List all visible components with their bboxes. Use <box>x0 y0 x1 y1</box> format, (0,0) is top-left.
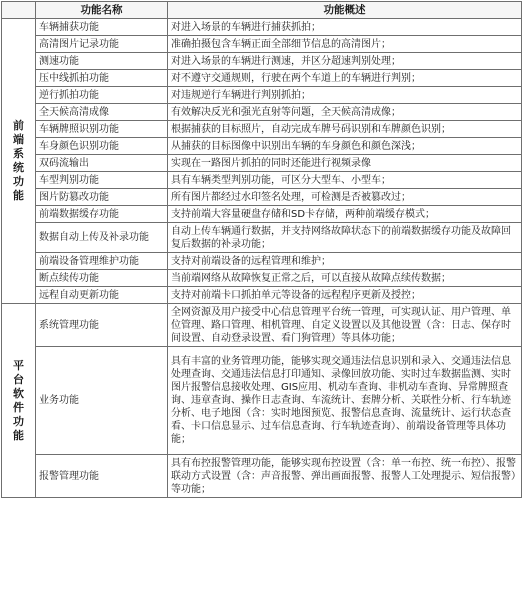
function-name-cell: 前端设备管理维护功能 <box>36 253 168 270</box>
function-desc-cell: 全网资源及用户接受中心信息管理平台统一管理，可实现认证、用户管理、单位管理、路口管理、相机管理、自定义设置以及其他设置（含：日志、保存时间设置、自动登录设置、看门狗管理）等具体功能； <box>168 304 522 347</box>
table-row <box>2 155 522 172</box>
function-desc-cell: 支持对前端设备的远程管理和维护； <box>168 253 522 270</box>
table-row <box>2 347 522 455</box>
function-desc-cell: 对不遵守交通规则，行驶在两个车道上的车辆进行判别； <box>168 70 522 87</box>
function-desc-cell: 具有丰富的业务管理功能，能够实现交通违法信息识别和录入、交通违法信息处理查询、交通违法信息打印通知、录像回放功能、实时过车数据监测、实时图片报警信息接收处理、GIS应用、机动车查询、非机动车查询、异常牌照查询、违章查询、操作日志查询、车流统计、套牌分析、关联性分析、行车轨迹分析、电子地图（含：实时地图预览、报警信息查询、流量统计、运行状态查看、卡口信息显示、过车信息查询、行车轨迹查询）、前端设备管理等具体功能； <box>168 347 522 455</box>
category-char: 功 <box>13 414 24 428</box>
table-row <box>2 138 522 155</box>
table-row <box>2 270 522 287</box>
table-row <box>2 287 522 304</box>
function-desc-cell: 支持对前端卡口抓拍单元等设备的远程程序更新及授控； <box>168 287 522 304</box>
category-char: 软 <box>13 386 24 400</box>
table-row <box>2 253 522 270</box>
category-label <box>2 359 35 443</box>
function-name-cell: 业务功能 <box>36 347 168 455</box>
table-row <box>2 121 522 138</box>
function-desc-header: 功能概述 <box>168 2 522 19</box>
table-row <box>2 304 522 347</box>
function-desc-cell: 所有图片都经过水印签名处理，可检测是否被篡改过； <box>168 189 522 206</box>
category-char: 平 <box>13 358 24 372</box>
table-row <box>2 189 522 206</box>
table-row <box>2 53 522 70</box>
table-row <box>2 206 522 223</box>
category-char: 台 <box>13 372 24 386</box>
function-desc-cell: 当前端网络从故障恢复正常之后，可以直接从故障点续传数据； <box>168 270 522 287</box>
table-row <box>2 19 522 36</box>
category-header <box>2 2 36 19</box>
function-desc-cell: 具有车辆类型判别功能，可区分大型车、小型车； <box>168 172 522 189</box>
table-row <box>2 87 522 104</box>
category-char: 端 <box>13 133 24 146</box>
table-row <box>2 455 522 498</box>
function-desc-cell: 从捕获的目标图像中识别出车辆的车身颜色和颜色深浅； <box>168 138 522 155</box>
function-name-cell: 断点续传功能 <box>36 270 168 287</box>
table-row <box>2 223 522 253</box>
function-desc-cell: 有效解决反光和强光直射等问题，全天候高清成像； <box>168 104 522 121</box>
function-desc-cell: 对进入场景的车辆进行测速，并区分超速判别处理； <box>168 53 522 70</box>
function-name-cell: 测速功能 <box>36 53 168 70</box>
function-name-cell: 车辆牌照识别功能 <box>36 121 168 138</box>
function-desc-cell: 对进入场景的车辆进行捕获抓拍； <box>168 19 522 36</box>
category-char: 前 <box>13 119 24 132</box>
category-platform-software <box>2 304 36 498</box>
function-table <box>1 1 522 498</box>
function-name-cell: 报警管理功能 <box>36 455 168 498</box>
function-name-cell: 前端数据缓存功能 <box>36 206 168 223</box>
table-row <box>2 104 522 121</box>
category-label <box>2 119 35 203</box>
category-char: 件 <box>13 400 24 414</box>
category-char: 功 <box>13 175 24 188</box>
function-name-cell: 车型判别功能 <box>36 172 168 189</box>
function-name-cell: 双码流输出 <box>36 155 168 172</box>
function-name-cell: 数据自动上传及补录功能 <box>36 223 168 253</box>
function-name-cell: 全天候高清成像 <box>36 104 168 121</box>
category-char: 能 <box>13 428 24 442</box>
function-name-cell: 逆行抓拍功能 <box>36 87 168 104</box>
function-name-cell: 图片防篡改功能 <box>36 189 168 206</box>
function-desc-cell: 实现在一路图片抓拍的同时还能进行视频录像 <box>168 155 522 172</box>
function-table-page <box>1 1 521 596</box>
function-name-cell: 压中线抓拍功能 <box>36 70 168 87</box>
category-frontend-system <box>2 19 36 304</box>
function-name-cell: 车身颜色识别功能 <box>36 138 168 155</box>
function-name-cell: 远程自动更新功能 <box>36 287 168 304</box>
table-row <box>2 172 522 189</box>
function-desc-cell: 对违规逆行车辆进行判别抓拍； <box>168 87 522 104</box>
function-desc-cell: 自动上传车辆通行数据，并支持网络故障状态下的前端数据缓存功能及故障回复后数据的补录功能； <box>168 223 522 253</box>
category-char: 能 <box>13 189 24 202</box>
function-desc-cell: 支持前端大容量硬盘存储和SD卡存储，两种前端缓存模式； <box>168 206 522 223</box>
function-name-header: 功能名称 <box>36 2 168 19</box>
function-name-cell: 车辆捕获功能 <box>36 19 168 36</box>
table-row <box>2 70 522 87</box>
function-desc-cell: 具有布控报警管理功能，能够实现布控设置（含：单一布控、统一布控）、报警联动方式设置（含：声音报警、弹出画面报警、报警人工处理提示、短信报警）等功能； <box>168 455 522 498</box>
function-name-cell: 系统管理功能 <box>36 304 168 347</box>
table-row <box>2 36 522 53</box>
function-desc-cell: 准确拍摄包含车辆正面全部细节信息的高清图片； <box>168 36 522 53</box>
function-name-cell: 高清图片记录功能 <box>36 36 168 53</box>
function-desc-cell: 根据捕获的目标照片，自动完成车牌号码识别和车牌颜色识别； <box>168 121 522 138</box>
category-char: 统 <box>13 161 24 174</box>
category-char: 系 <box>13 147 24 160</box>
